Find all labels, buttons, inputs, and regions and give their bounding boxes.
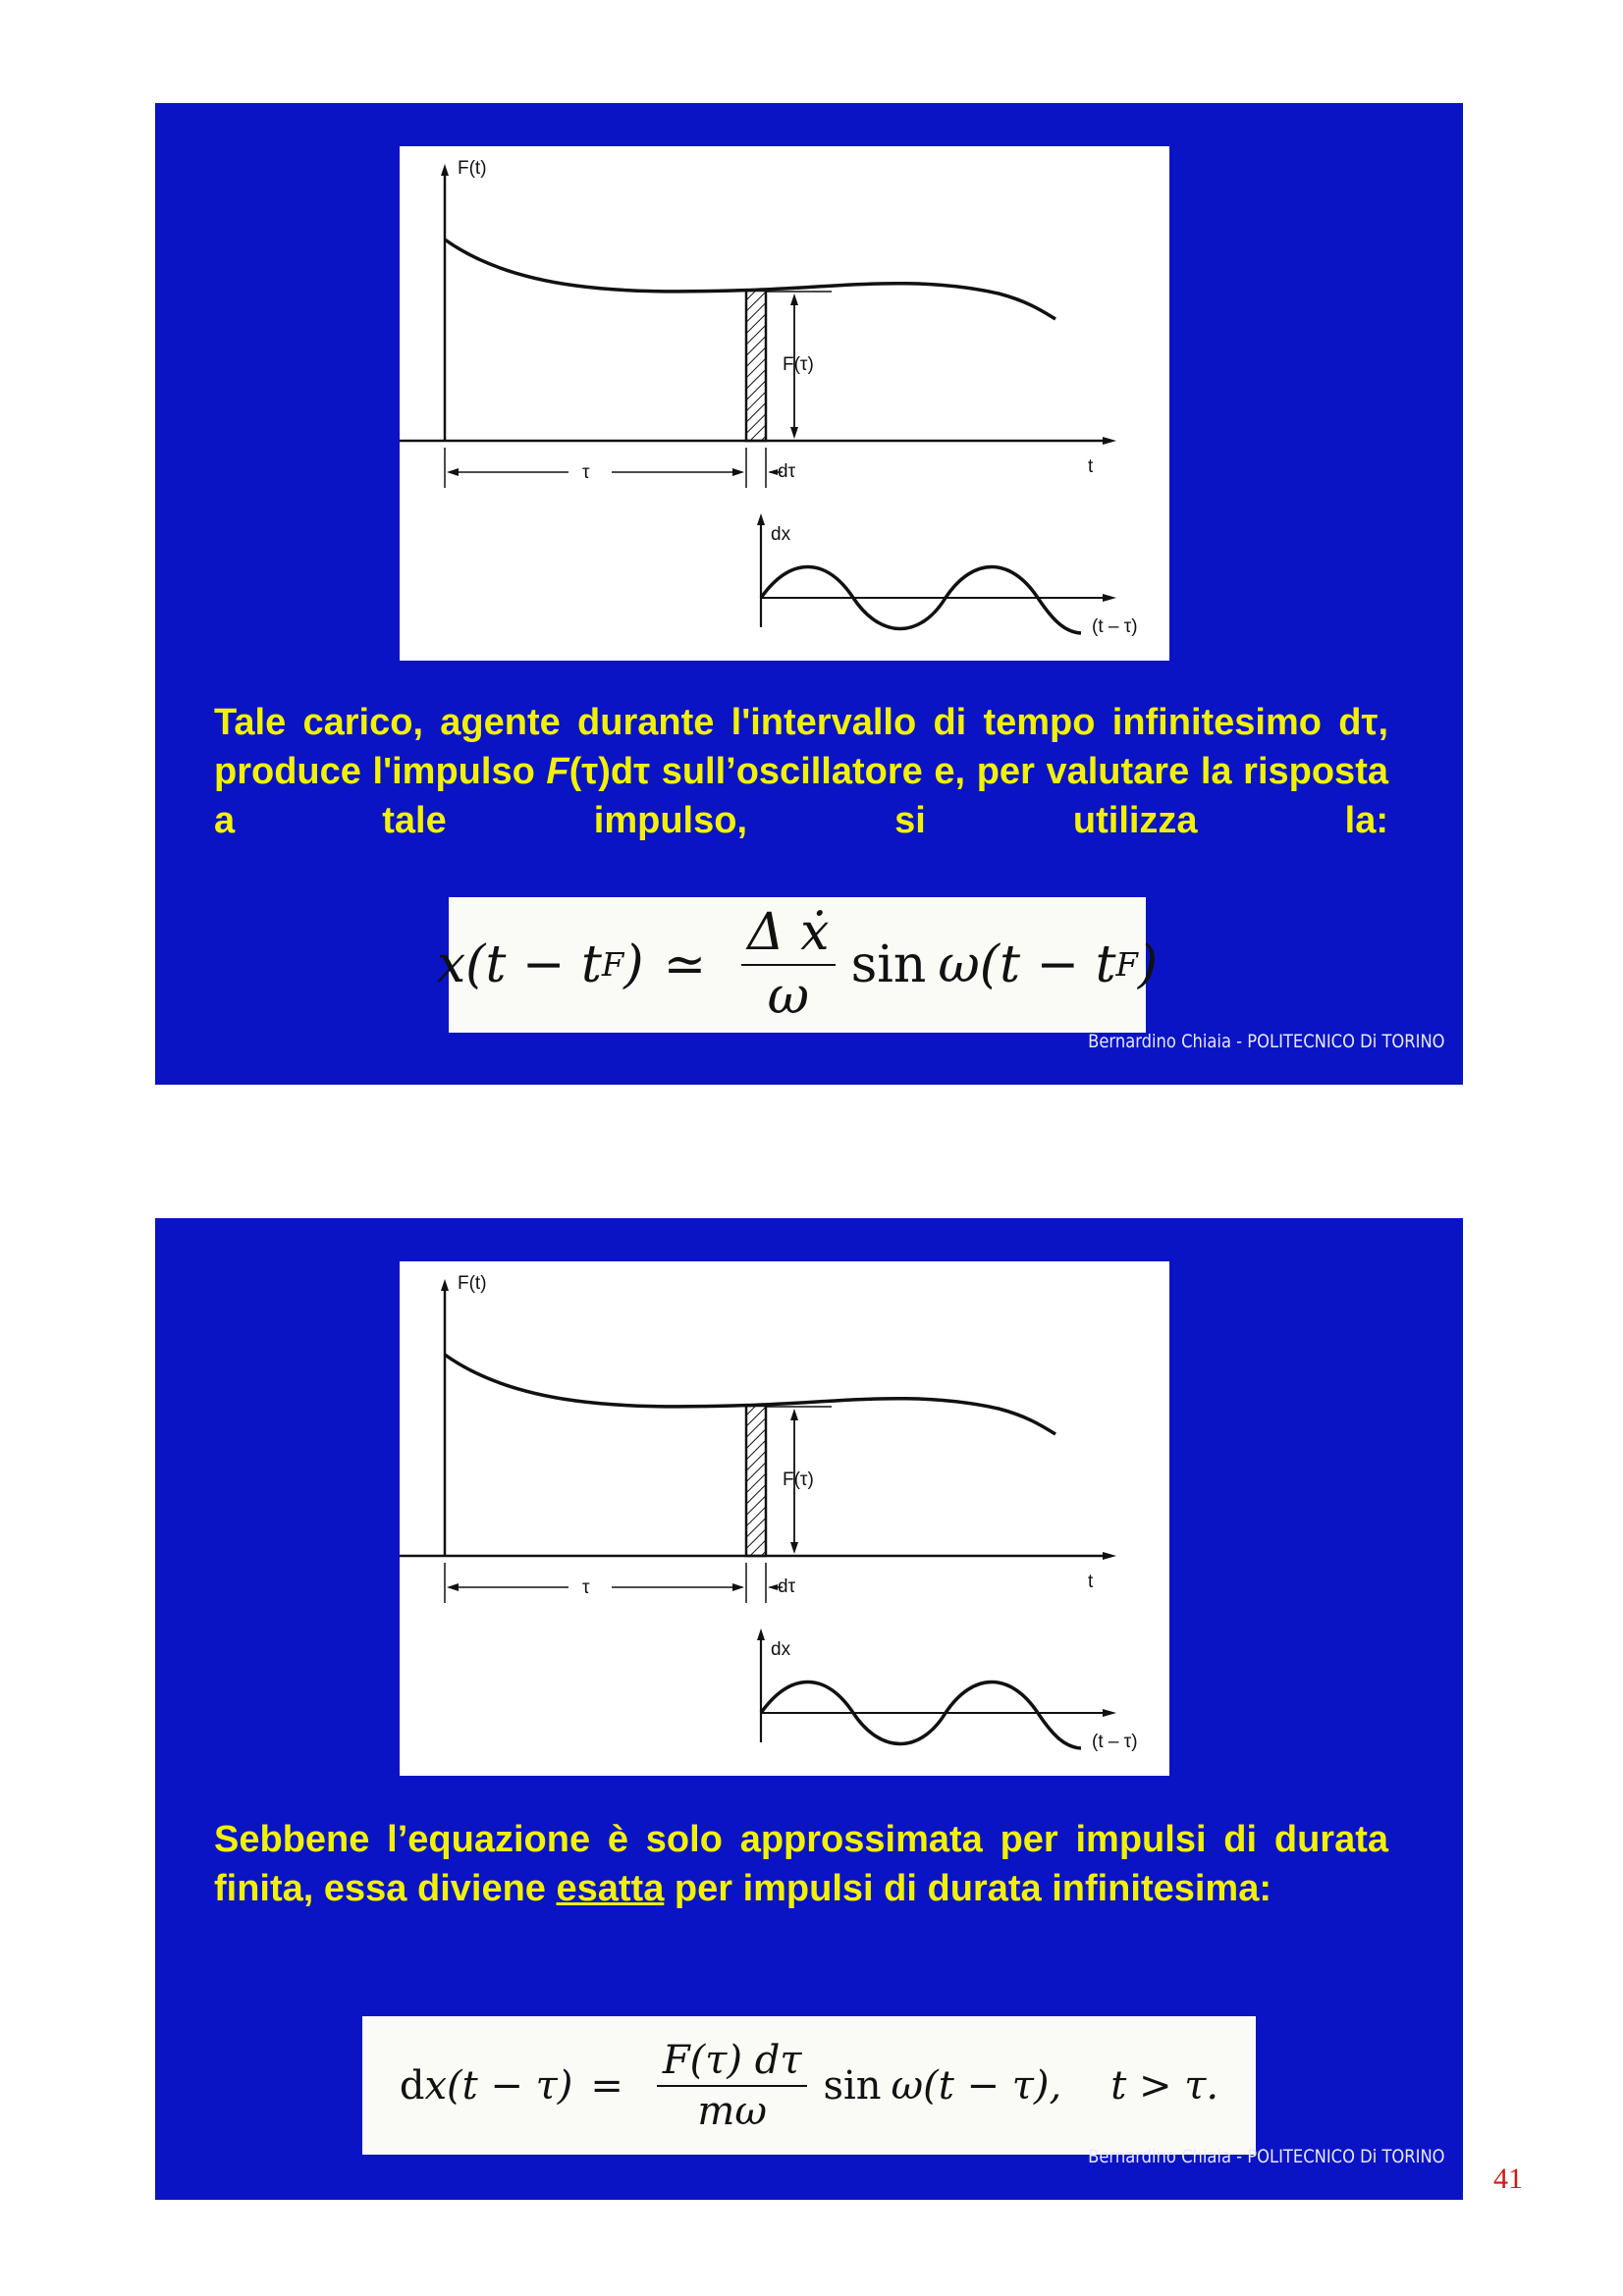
equation-box [362, 2016, 1256, 2155]
text-line-3: infinitesima: [1052, 1868, 1271, 1909]
x-axis-label: t [1088, 456, 1094, 477]
eq-num-f: F(τ) [662, 2037, 742, 2083]
text-underlined: esatta [556, 1868, 665, 1909]
text-line-2-post: per impulsi di durata [664, 1868, 1042, 1909]
eq-numerator [657, 2037, 808, 2087]
text-line-2-post: sull’oscillatore e, per valutare la [650, 751, 1232, 792]
eq-relation: = [590, 2062, 623, 2109]
impulse-diagram [400, 146, 1169, 661]
eq-rhs: ω(t − τ), [891, 2062, 1062, 2109]
eq-sin: sin [850, 935, 927, 994]
slide-text [214, 1815, 1388, 1913]
text-tau: (τ)dτ [568, 751, 651, 792]
eq-denominator: ω [767, 967, 810, 1026]
eq-lhs-close: ) [623, 935, 644, 994]
eq-rhs-close: ) [1137, 935, 1159, 994]
eq-fraction [657, 2037, 808, 2134]
eq-lhs: x(t − t [436, 935, 602, 994]
credit-footer: Bernardino Chiaia - POLITECNICO Di TORINO [1088, 1031, 1445, 1052]
y-axis-label: F(t) [458, 1273, 487, 1294]
response-x-label: (t – τ) [1092, 616, 1138, 637]
credit-footer: Bernardino Chiaia - POLITECNICO Di TORINO [1088, 2146, 1445, 2167]
x-axis-label: t [1088, 1572, 1094, 1592]
eq-relation: ≃ [663, 935, 707, 994]
sine-response-icon [761, 1682, 1081, 1749]
eq-rhs: ω(t − t [938, 935, 1116, 994]
eq-rhs-sub: F [1115, 946, 1138, 984]
eq-condition: t > τ. [1110, 2062, 1219, 2109]
eq-lhs: x(t − τ) [424, 2062, 573, 2109]
text-line-3: risposta a tale impulso, si utilizza la: [214, 751, 1388, 841]
eq-fraction [741, 903, 835, 1026]
text-f-italic: F [546, 751, 569, 792]
page-number: 41 [1493, 2163, 1523, 2195]
slide-text [214, 698, 1388, 845]
text-line-1: Tale carico, agente durante l'intervallo di tempo infinitesimo [214, 702, 1322, 743]
equation [436, 903, 1159, 1026]
tau-label: τ [582, 462, 590, 483]
text-line-1: Sebbene l’equazione è solo approssimata per impulsi di [214, 1819, 1258, 1860]
magnitude-label: F(τ) [783, 354, 814, 375]
eq-sin: sin [823, 2062, 882, 2109]
dx-label: dx [771, 1639, 791, 1660]
eq-denominator: mω [697, 2088, 767, 2134]
hatched-impulse-icon [746, 1406, 766, 1556]
impulse-figure [400, 1261, 1169, 1776]
dx-label: dx [771, 524, 791, 545]
impulse-diagram [400, 1261, 1169, 1776]
text-line-2-pre: durata finita, essa diviene [214, 1819, 1388, 1909]
y-axis-label: F(t) [458, 158, 487, 179]
response-x-label: (t – τ) [1092, 1732, 1138, 1752]
eq-lhs-d: d [399, 2062, 425, 2109]
equation-box [436, 897, 1159, 1033]
equation [399, 2037, 1219, 2134]
eq-lhs-sub: F [601, 946, 624, 984]
text-line-2-pre: dτ, produce l'impulso [214, 702, 1389, 792]
hatched-impulse-icon [746, 291, 766, 441]
eq-num-d: dτ [742, 2037, 802, 2083]
magnitude-label: F(τ) [783, 1469, 814, 1490]
eq-numerator: Δ ẋ [741, 906, 835, 966]
slide-1 [155, 103, 1463, 1085]
sine-response-icon [761, 567, 1081, 634]
slide-2 [155, 1218, 1463, 2200]
tau-label: τ [582, 1577, 590, 1598]
dtau-label: dτ [778, 1576, 796, 1597]
impulse-figure [400, 146, 1169, 661]
dtau-label: dτ [778, 461, 796, 482]
